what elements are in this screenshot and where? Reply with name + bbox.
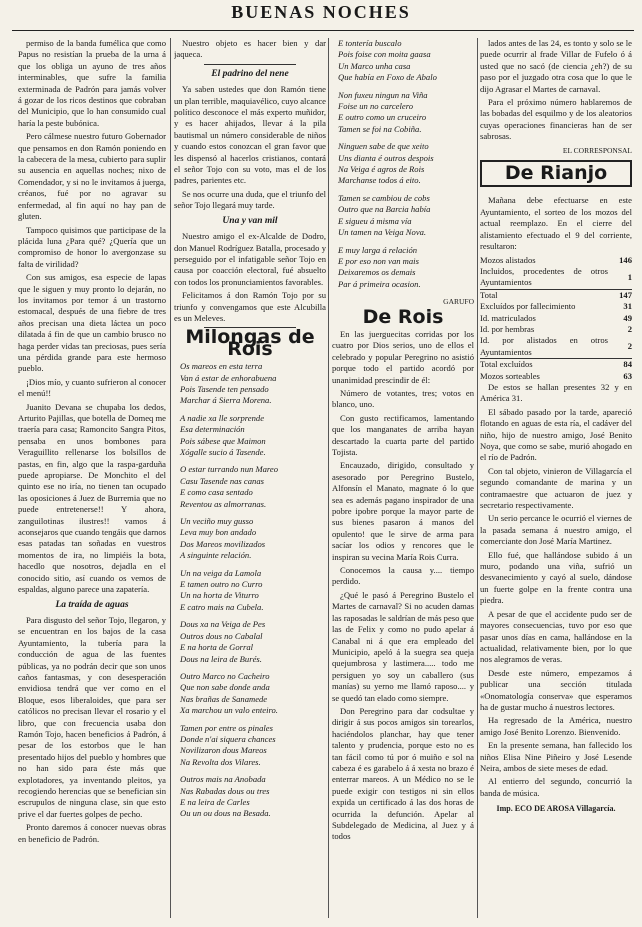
table-cell-value: 146 bbox=[619, 254, 632, 265]
table-row bbox=[480, 301, 632, 312]
paragraph: Número de votantes, tres; votos en blanco, uno. bbox=[332, 387, 474, 410]
poem-verse: E na horta de Gorral bbox=[180, 642, 254, 653]
poem-verse: Xógalle sucio á Tasende. bbox=[180, 447, 266, 457]
paragraph: El sábado pasado por la tarde, apareció flotando en aguas de esta ría, el cadáver del niño, hijo de nuestro amigo, José Benito Noya, que como se sabe, murió ahogado en el río de Padrón. bbox=[480, 406, 632, 463]
poem-verse: E na leira de Carles bbox=[180, 796, 250, 807]
paragraph: Juanito Devana se chupaba los dedos, Arturito Pajillas, que botella de Domeq me traería para casa; Ramoncito Sangra Pitos, pensaba en unos bombones para Veraguillito rellenarse los bolsillos de pastas, en fin, algo que la raspa-garduña puede apropiarse. De Monchito el del quinto ese no iría, no tienen tan ocupado las oposiciones á Juez de Burremia que no puede entretenerse!! Y ahora, zanguilotinas ilustres!! vamos á aconsejaros que cuando tengáis que darnos esas patadas tan soñadas en vuestros momentos de ira, no limpiéis la bota, hacedlo que nosotros, dejadla en el conocido sitio, así cuando os vemos de espaldas, alguno parece una zapatería. bbox=[18, 401, 166, 595]
column-divider bbox=[328, 38, 329, 918]
paragraph: Don Peregrino para dar codsultae y dirigir á sus pocos amigos sin torearlos, haciéndolos planchar, hay que tener talento y prudencia, porque esto no es tan fácil como tú por ó muiño e sol na cabeza é es garabelo á á xesta no brazo é enterrar mareos. A un Médico no se le puede exigir con testigos ni sin ellos expida un certificado á las dos horas de ocurrida la defunción. Apelar al Subdelegado de Medicina, al Juez y á todos bbox=[332, 705, 474, 842]
paragraph: Desde este número, empezamos á publicar una sección titulada «Onomatología conserva» que esperamos ha de gustar mucho á nuestros lectores. bbox=[480, 667, 632, 712]
poem-title: Milongas de Rois bbox=[185, 326, 315, 360]
poem-stanzas bbox=[174, 361, 326, 820]
poem-verse: Pois foise con moita gaasa bbox=[338, 49, 431, 60]
table-row bbox=[480, 359, 632, 371]
table-cell-value: 2 bbox=[627, 341, 632, 352]
poem-stanza bbox=[174, 723, 326, 769]
poem-verse: Na Revolta dos Vilares. bbox=[180, 756, 261, 767]
poem-stanza bbox=[332, 38, 474, 84]
conscripts-table-2 bbox=[480, 301, 632, 382]
table-cell-value: 63 bbox=[623, 370, 632, 381]
column-4 bbox=[480, 38, 632, 918]
poem-stanza bbox=[332, 90, 474, 136]
poem-verse: O estar turrando nun Mareo bbox=[180, 464, 279, 475]
paragraph: Nuestro objeto es hacer bien y dar jaqueca. bbox=[174, 38, 326, 60]
poem-verse: Pois Tasende ten pensado bbox=[180, 383, 269, 394]
correspondent-signature: EL CORRESPONSAL bbox=[562, 145, 632, 155]
poem-verse: Nas brañas de Sanamede bbox=[180, 693, 268, 704]
poem-verse: Dous xa na Veiga de Pes bbox=[180, 619, 266, 630]
section-heading-padrino: El padrino del nene bbox=[211, 68, 289, 79]
poem-verse: Esa determinación bbox=[180, 424, 245, 435]
paragraph: Para disgusto del señor Tojo, llegaron, y se encuentran en los bajos de la casa Ayuntamiento, la tubería para la conducción de agua de las fuentes públicas, ya no podrán decir que son unos caños fantasmas, y con desesperación envidiosa tendrá que ver como en el Bloque, esos liberaloides, que para ser católicos no precisan llevar el rosario y el libro, que con frecuencia usaba don Ramón Tojo, hacen beneficios á Padrón, á pesar de los estorbos que le han presentado hijos del pueblo y hombres que no han sido para éste más que explotadores, ya inventando pleitos, ya recogiendo herencias que se benefician sin escrupulos de ninguna clase, sin que esto prive el dar fuertes golpes de pecho. bbox=[18, 614, 166, 819]
table-cell-label: Id. por hembras bbox=[480, 323, 535, 334]
paragraph: Para el próximo número hablaremos de las bobadas del esquilmo y de los aleatorios cuyas operaciones financieras han de ser sabrosas. bbox=[480, 97, 632, 142]
table-row bbox=[480, 255, 632, 266]
poem-verse: Un tamen na Veiga Nova. bbox=[338, 227, 427, 238]
poem-verse: Outros mais na Anobada bbox=[180, 774, 266, 785]
poem-verse: Pois sábese que Maimon bbox=[180, 435, 266, 446]
table-cell-value: 84 bbox=[608, 359, 632, 371]
separator bbox=[204, 64, 295, 65]
col4-paragraphs-a bbox=[480, 38, 632, 143]
poem-verse: Ninguen sabe de que xeito bbox=[338, 141, 429, 152]
column-divider bbox=[170, 38, 171, 918]
poem-verse: E sigueu á misma vía bbox=[338, 215, 412, 226]
poem-verse: Un Marco unha casa bbox=[338, 60, 411, 71]
column-2 bbox=[174, 38, 326, 918]
paragraph: Conocemos la causa y.... tiempo perdido. bbox=[332, 565, 474, 587]
paragraph: Un serio percance le ocurrió el viernes de la pasada semana á nuestro amigo, el comerciante don José María Martinez. bbox=[480, 513, 632, 547]
poem-verse: Uns dianta é outros despois bbox=[338, 152, 434, 163]
poem-verse: Deixaremos os demais bbox=[338, 267, 416, 278]
poem-stanza bbox=[332, 193, 474, 239]
poem-verse: A singuinte relación. bbox=[180, 550, 252, 561]
poem-verse: E outro como un cruceiro bbox=[338, 112, 427, 123]
poem-stanza bbox=[174, 516, 326, 562]
poem-verse: Tamen por entre os pinales bbox=[180, 722, 273, 733]
section-heading-traida-aguas: La traída de aguas bbox=[55, 599, 129, 610]
section-title-de-rois: De Rois bbox=[362, 305, 444, 328]
column-3 bbox=[332, 38, 474, 918]
poem-verse: Os mareos en esta terra bbox=[180, 361, 263, 372]
paragraph: ¡Dios mío, y cuanto sufrieron al conocer el menú!! bbox=[18, 376, 166, 399]
poem-verse: Par á primeira ocasion. bbox=[338, 278, 421, 289]
table-cell-label: Id. matriculados bbox=[480, 312, 536, 323]
paragraph: En la presente semana, han fallecido los niños Elisa Nine Piñeiro y José Lesende Neira, ambos de siete meses de edad. bbox=[480, 740, 632, 773]
poem-verse: Tamen se foi na Cobiña. bbox=[338, 123, 422, 134]
paragraph: Se nos ocurre una duda, que el triunfo del señor Tojo llegará muy tarde. bbox=[174, 188, 326, 211]
poem-verse: Que había en Foxo de Abalo bbox=[338, 72, 437, 83]
table-cell-label: Id. por alistados en otros Ayuntamientos bbox=[480, 335, 608, 357]
paragraph: Al entierro del segundo, concurrió la banda de música. bbox=[480, 776, 632, 798]
poem-verse: Dous na leira de Burés. bbox=[180, 653, 262, 664]
table-cell-value: 49 bbox=[623, 312, 632, 323]
column-divider bbox=[477, 38, 478, 918]
col1-paragraphs-b bbox=[18, 615, 166, 845]
poem-stanza bbox=[174, 568, 326, 614]
poem-verse: Marchar á Sierra Morena. bbox=[180, 395, 272, 406]
paragraph: lados antes de las 24, es tonto y solo se le puede ocurrir al frade Villar de Fufelo ó á usted que no sacó (de ciencia ¿eh?) de su paso por el juzgado otra cosa que lo que le dijo Agrasar el Martes de carnaval. bbox=[480, 38, 632, 94]
table-cell-label: Incluidos, procedentes de otros Ayuntamientos bbox=[480, 265, 608, 288]
table-cell-label: Excluídos por fallecimiento bbox=[480, 301, 576, 312]
poem-verse: A nadie xa lle sorprende bbox=[180, 412, 265, 423]
poem-verse: Un veciño muy gusso bbox=[180, 516, 254, 527]
paragraph: De estos se hallan presentes 32 y en América 31. bbox=[480, 381, 632, 404]
poem-stanza bbox=[174, 671, 326, 717]
section-title-de-rianjo: De Rianjo bbox=[480, 160, 632, 187]
poem-verse: Nas Rabadas dous ou tres bbox=[180, 785, 270, 796]
masthead-title: BUENAS NOCHES bbox=[231, 2, 411, 22]
paragraph: Ha regresado de la América, nuestro amigo José Benito Lorenzo. Bienvenido. bbox=[480, 715, 632, 737]
table-row bbox=[480, 266, 632, 289]
poem-verse: Novilizaron dous Mareos bbox=[180, 745, 267, 756]
paragraph: Con sus amigos, esa especie de lapas que le siguen y muy pronto lo dejarán, no los invitamos por temor á un trastorno estomacal, después de una fiebre de tres años precisan una dieta láctea un poco dilatada á fin de que un cambio brusco no haga perder vidas tan preciosas, pues sería una pérdida grande para este hermoso pueblo. bbox=[18, 272, 166, 374]
paragraph: Con tal objeto, vinieron de Villagarcía el segundo comandante de marina y un contramaestre que actuaron de juez y secretario respectivamente. bbox=[480, 465, 632, 511]
paragraph: Ya saben ustedes que don Ramón tiene un plan terrible, maquiavélico, cuyo alcance político desconoce el más experto muñidor, y es hacer ahijados, llevar á la pila bautismal un número considerable de niños y cuando estos conozcan el gran favor que les dispensó al hacerlos cristianos, contará el señor Tojo con su voto, mas el de los padres, parientes etc. bbox=[174, 84, 326, 186]
poem-verse: E catro mais na Cubela. bbox=[180, 601, 264, 612]
paragraph: Nuestro amigo el ex-Alcalde de Dodro, don Manuel Rodríguez Batalla, procesado y perseguido por el infatigable señor Tojo en causa por coacción electoral, fué absuelto con todos los pronunciamientos favorables. bbox=[174, 231, 326, 287]
col4-paragraphs-b bbox=[480, 195, 632, 252]
col4-paragraphs-c bbox=[480, 382, 632, 799]
poem-verse: Tamen se cambiou de cobs bbox=[338, 192, 430, 203]
poem-verse: Na Veiga é agros de Rois bbox=[338, 164, 425, 175]
poem-verse: Donde n'ai siquera chances bbox=[180, 733, 276, 744]
poem-verse: Xa marchou un valo enteiro. bbox=[180, 705, 278, 716]
poem-stanza bbox=[174, 361, 326, 407]
table-row bbox=[480, 371, 632, 382]
masthead-rule bbox=[12, 30, 634, 31]
poem-verse: Outro que na Barcia había bbox=[338, 204, 431, 215]
table-row bbox=[480, 289, 632, 301]
poem-verse: Casu Tasende nas canas bbox=[180, 475, 264, 486]
poem-verse: Ou un ou dous na Besada. bbox=[180, 808, 271, 819]
poem-stanzas-continued bbox=[332, 38, 474, 290]
col2-paragraphs-b bbox=[174, 231, 326, 324]
conscripts-table-1 bbox=[480, 255, 632, 302]
poem-stanza bbox=[332, 245, 474, 291]
col3-paragraphs bbox=[332, 329, 474, 843]
poem-verse: Que non sabe donde anda bbox=[180, 682, 270, 693]
section-heading-una-y-van-mil: Una y van mil bbox=[222, 215, 278, 226]
poem-verse: Outro Marco no Cacheiro bbox=[180, 670, 270, 681]
table-cell-label: Mozos alistados bbox=[480, 254, 536, 265]
table-cell-value: 31 bbox=[623, 301, 632, 312]
paragraph: Ello fué, que hallándose subido á un muro, podando una viña, sufrió un desvanecimiento y cayó al suelo, dándose un fuerte golpe en la frente contra una piedra. bbox=[480, 549, 632, 606]
table-cell-label: Total bbox=[480, 289, 608, 301]
poem-verse: E tontería buscalo bbox=[338, 38, 402, 48]
column-1 bbox=[18, 38, 166, 918]
table-cell-value: 147 bbox=[608, 289, 632, 301]
poem-stanza bbox=[174, 774, 326, 820]
col2-intro bbox=[174, 38, 326, 61]
poem-verse: Marchanse todos á eito. bbox=[338, 175, 421, 186]
table-row bbox=[480, 335, 632, 358]
poem-stanza bbox=[174, 413, 326, 459]
poem-verse: Un na horta de Viturro bbox=[180, 590, 259, 601]
poem-verse: Dos Mareos movilizados bbox=[180, 538, 266, 549]
table-cell-value: 1 bbox=[627, 271, 632, 282]
paragraph: Encauzado, dirigido, consultado y asesorado por Peregrino Bustelo, Alfonsín el Manato, magnate ó lo que sea es además pagano inspirador de una pobre ipobre porque la mayor parte de sus bienes pasaron á manos del opulento! que le sirve de arma para sacíar los odios y rencores que le inspiran su vecina María Rois Curra. bbox=[332, 460, 474, 562]
paragraph: Pronto daremos á conocer nuevas obras en beneficio de Padrón. bbox=[18, 822, 166, 844]
table-row bbox=[480, 324, 632, 335]
paragraph: En las juerguecitas corridas por los cuatro por Dios serios, uno de ellos el celebrado y popular Peregrino no asistió porque todo el partido acordó por unanimidad prescindir de él: bbox=[332, 328, 474, 385]
poem-stanza bbox=[332, 141, 474, 187]
paragraph: Felicitamos á don Ramón Tojo por su triunfo y convengamos que este Alcubilla es un Meleves. bbox=[174, 290, 326, 323]
poem-verse: E muy larga á relación bbox=[338, 244, 418, 255]
col1-paragraphs-a bbox=[18, 38, 166, 596]
poem-signature: GARUFO bbox=[443, 297, 474, 307]
paragraph: Con gusto rectificamos, lamentando que los manganates de arriba hayan descartado la cuarta parte del partido Tojista. bbox=[332, 412, 474, 457]
paragraph: A pesar de que el accidente pudo ser de mayores consecuencias, tuvo por eso que pasar unos días en cama, hallándose en la actualidad, relativamente bien, por lo que nos alegramos de veras. bbox=[480, 608, 632, 665]
imprint-line: Imp. ECO DE AROSA Villagarcía. bbox=[496, 804, 616, 814]
poem-verse: E como casa sentado bbox=[180, 487, 253, 498]
poem-verse: Outros dous no Cabalal bbox=[180, 630, 263, 641]
poem-verse: Leva muy bon andado bbox=[180, 527, 257, 538]
paragraph: Pero cálmese nuestro futuro Gobernador que pensamos en don Ramón poniendo en la cabecera de la mesa, cubierto para suplir su ausencia en aquellas noches; nixo de Comendador, y si no le invitamos á juerga, créanos, fué por no agravar su enfermedad, al fin aquí no hay pan de gluten. bbox=[18, 131, 166, 222]
col2-paragraphs-a bbox=[174, 84, 326, 211]
poem-verse: Van á estar de enhorabuena bbox=[180, 372, 277, 383]
table-row bbox=[480, 313, 632, 324]
poem-verse: Non fuxeu ningun na Viña bbox=[338, 89, 428, 100]
table-cell-value: 2 bbox=[627, 323, 632, 334]
poem-verse: Foise un no carcelero bbox=[338, 101, 414, 112]
table-cell-label: Total excluídos bbox=[480, 359, 608, 371]
paragraph: Mañana debe efectuarse en este Ayuntamiento, el sorteo de los mozos del actual reemplazo. En el cierre del alistamiento efectuado el 9 del corriente, resultaron: bbox=[480, 195, 632, 252]
poem-stanza bbox=[174, 619, 326, 665]
poem-stanza bbox=[174, 464, 326, 510]
paragraph: Tampoco quisimos que participase de la plácida luna ¿Para qué? ¿Quería que un compromiso de honor lo avergonzase su falta de virilidad? bbox=[18, 224, 166, 269]
poem-verse: Un na veiga da Lamola bbox=[180, 567, 262, 578]
paragraph: ¿Qué le pasó á Peregrino Bustelo el Martes de carnaval? Si no acuden damas las raposadas le saldrían de más peso que las de Felix y como no pudo apelar á Canabal ni á que era empleado del Municipio, apeló á la suegra sea queja quejumbrosa y lastimera..... todo me persiguen yo soy un caballero (sus manías) su yerno me llamó raposo.... y se quedó tan elado como siempre. bbox=[332, 589, 474, 703]
poem-verse: E por eso non van mais bbox=[338, 255, 419, 266]
paragraph: permiso de la banda fumélica que como Papus no resistían la prueba de la urna á que los obliga un ayuno de tres años interminables, que sufre la familia exterminada de Padrón para jamás volver á gozar de los ricos destinos que cobraban del Municipio, que lo han consumido cual haría la peste bubónica. bbox=[18, 38, 166, 128]
poem-verse: Reventou as almorranas. bbox=[180, 498, 267, 509]
poem-verse: E tamen outro no Curro bbox=[180, 579, 263, 590]
table-cell-label: Mozos sorteables bbox=[480, 370, 540, 381]
